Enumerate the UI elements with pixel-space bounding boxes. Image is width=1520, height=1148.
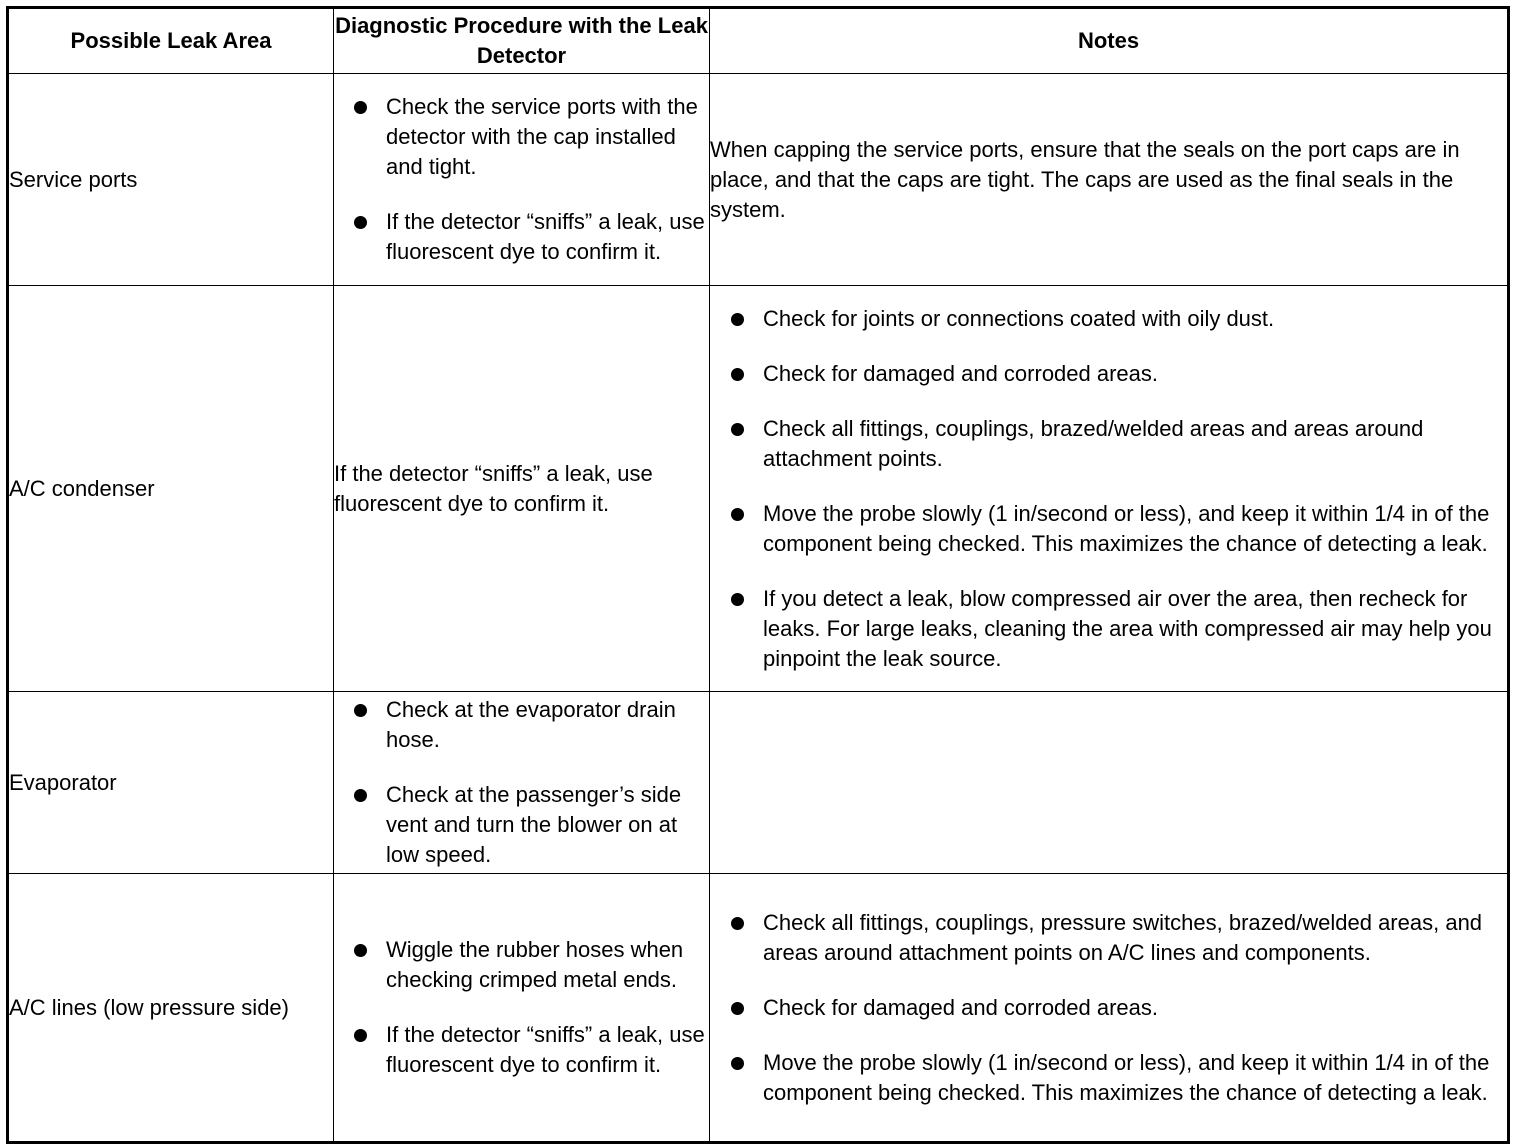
header-diagnostic-procedure: Diagnostic Procedure with the Leak Detector <box>334 8 710 74</box>
note-item: Check for joints or connections coated with oily dust. <box>710 304 1507 334</box>
procedure-item: Check the service ports with the detector with the cap installed and tight. <box>334 92 709 182</box>
procedure-item: Check at the evaporator drain hose. <box>334 695 709 755</box>
table-header-row <box>8 8 1509 74</box>
table-row-evaporator <box>8 692 1509 874</box>
leak-area-cell: A/C condenser <box>8 286 334 692</box>
note-item: Check all fittings, couplings, brazed/welded areas and areas around attachment points. <box>710 414 1507 474</box>
header-possible-leak-area: Possible Leak Area <box>8 8 334 74</box>
leak-area-cell: A/C lines (low pressure side) <box>8 874 334 1143</box>
procedure-list <box>334 92 709 267</box>
procedure-item: If the detector “sniffs” a leak, use fluorescent dye to confirm it. <box>334 207 709 267</box>
note-item: Check for damaged and corroded areas. <box>710 993 1507 1023</box>
notes-cell <box>710 874 1509 1143</box>
note-item: Check all fittings, couplings, pressure switches, brazed/welded areas, and areas around attachment points on A/C lines and components. <box>710 908 1507 968</box>
header-notes: Notes <box>710 8 1509 74</box>
procedure-item: Check at the passenger’s side vent and turn the blower on at low speed. <box>334 780 709 870</box>
table-row-service-ports <box>8 74 1509 286</box>
note-item: Move the probe slowly (1 in/second or less), and keep it within 1/4 in of the component being checked. This maximizes the chance of detecting a leak. <box>710 499 1507 559</box>
leak-diagnosis-table <box>6 6 1510 1144</box>
procedure-cell <box>334 74 710 286</box>
procedure-list <box>334 935 709 1080</box>
notes-cell: When capping the service ports, ensure that the seals on the port caps are in place, and that the caps are tight. The caps are used as the final seals in the system. <box>710 74 1509 286</box>
note-item: Check for damaged and corroded areas. <box>710 359 1507 389</box>
table-row-ac-lines <box>8 874 1509 1143</box>
leak-area-cell: Evaporator <box>8 692 334 874</box>
procedure-cell: If the detector “sniffs” a leak, use fluorescent dye to confirm it. <box>334 286 710 692</box>
table-row-ac-condenser <box>8 286 1509 692</box>
note-item: Move the probe slowly (1 in/second or less), and keep it within 1/4 in of the component being checked. This maximizes the chance of detecting a leak. <box>710 1048 1507 1108</box>
procedure-item: Wiggle the rubber hoses when checking crimped metal ends. <box>334 935 709 995</box>
notes-list <box>710 908 1507 1108</box>
notes-list <box>710 304 1507 674</box>
procedure-cell <box>334 692 710 874</box>
procedure-cell <box>334 874 710 1143</box>
procedure-list <box>334 695 709 870</box>
notes-cell <box>710 286 1509 692</box>
notes-cell <box>710 692 1509 874</box>
procedure-item: If the detector “sniffs” a leak, use fluorescent dye to confirm it. <box>334 1020 709 1080</box>
leak-area-cell: Service ports <box>8 74 334 286</box>
note-item: If you detect a leak, blow compressed air over the area, then recheck for leaks. For large leaks, cleaning the area with compressed air may help you pinpoint the leak source. <box>710 584 1507 674</box>
